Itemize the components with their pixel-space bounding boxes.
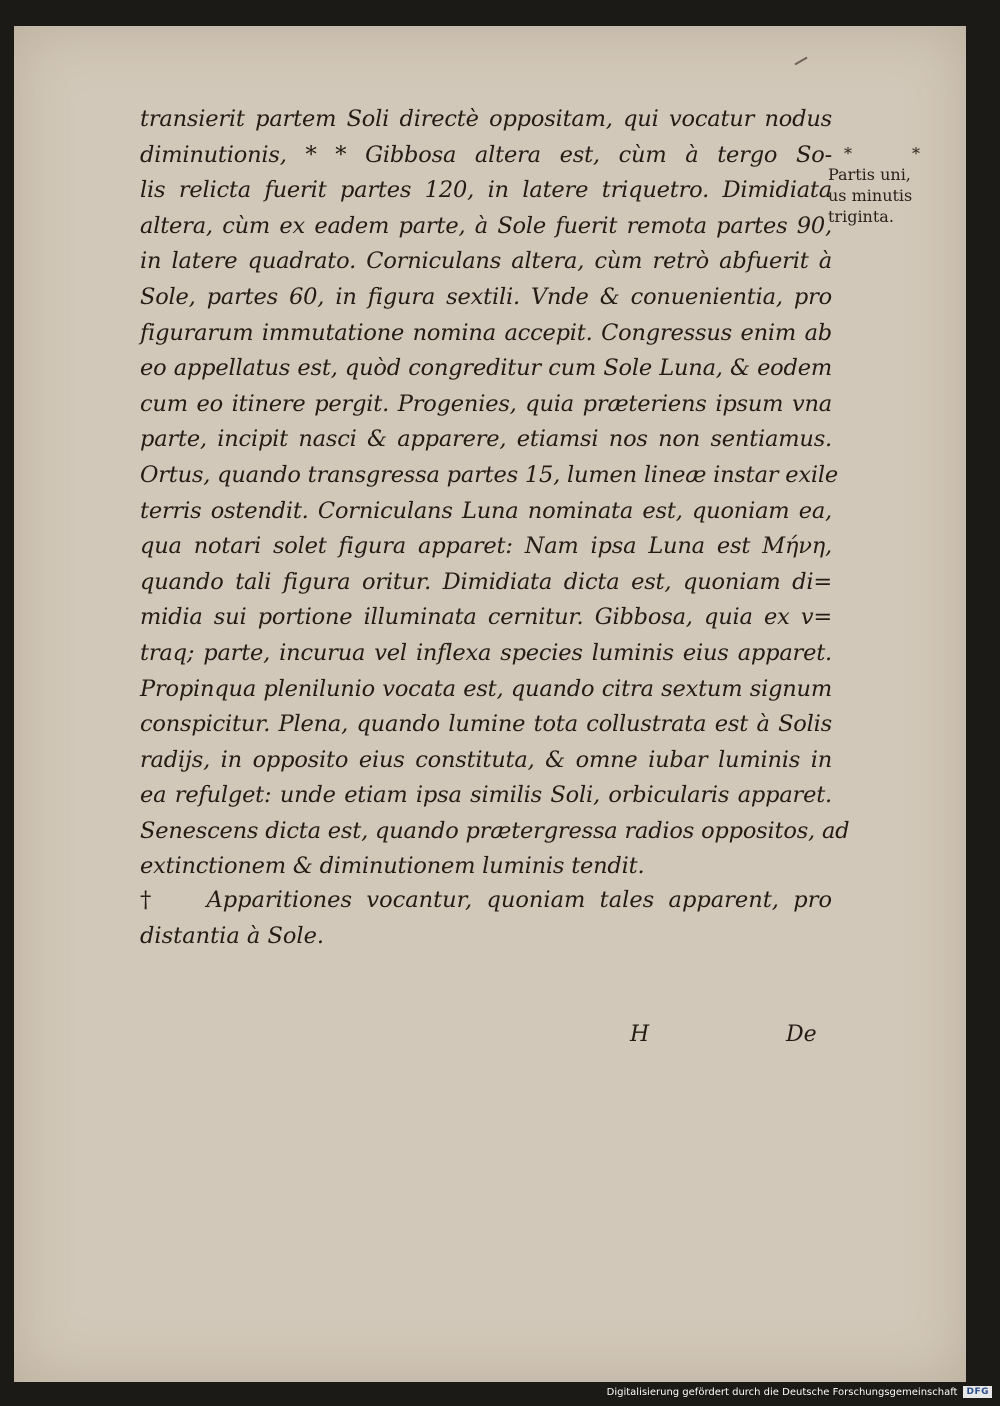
text-line: transierit partem Soli directè oppositam, qui vocatur nodus: [140, 106, 832, 132]
text-line: altera, cùm ex eadem parte, à Sole fuerit remota partes 90,: [140, 212, 832, 239]
main-text-block: [140, 102, 850, 885]
text-line: figurarum immutatione nomina accepit. Congressus enim ab: [140, 319, 832, 346]
text-line: Senescens dicta est, quando prætergressa radios oppositos, ad: [140, 817, 850, 844]
footnote-block: [140, 882, 832, 954]
star-mark: *: [912, 144, 920, 163]
text-line: radijs, in opposito eius constituta, & omne iubar luminis in: [140, 746, 832, 773]
footnote-line: [140, 882, 832, 918]
text-line: midia sui portione illuminata cernitur. Gibbosa, quia ex v=: [140, 604, 832, 631]
margin-note-line: Partis uni,: [828, 165, 911, 184]
text-line: lis relicta fuerit partes 120, in latere triquetro. Dimidiata: [140, 177, 832, 204]
text-line: traq; parte, incurua vel inflexa species luminis eius apparet.: [140, 639, 832, 666]
margin-note-line: us minutis: [828, 186, 913, 205]
text-line: quando tali figura oritur. Dimidiata dicta est, quoniam di=: [140, 568, 832, 595]
footnote-line: distantia à Sole.: [140, 923, 325, 949]
text-line: cum eo itinere pergit. Progenies, quia præteriens ipsum vna: [140, 390, 832, 417]
text-line: Ortus, quando transgressa partes 15, lumen lineæ instar exile: [140, 461, 839, 488]
margin-stars: [828, 143, 920, 164]
text-line: Sole, partes 60, in figura sextili. Vnde & conuenientia, pro: [140, 283, 832, 310]
text-line: extinctionem & diminutionem luminis tendit.: [140, 853, 645, 880]
footer-text: Digitalisierung gefördert durch die Deutsche Forschungsgemeinschaft: [606, 1386, 958, 1398]
text-line: eo appellatus est, quòd congreditur cum Sole Luna, & eodem: [140, 355, 832, 382]
dfg-logo: DFG: [963, 1386, 992, 1398]
text-line: in latere quadrato. Corniculans altera, cùm retrò abfuerit à: [140, 248, 832, 275]
footnote-text: Apparitiones vocantur, quoniam tales apparent, pro: [206, 887, 832, 913]
text-line: parte, incipit nasci & apparere, etiamsi nos non sentiamus.: [140, 426, 832, 453]
text-line: qua notari solet figura apparet: Nam ipsa Luna est Μήνη,: [140, 533, 832, 560]
text-line: terris ostendit. Corniculans Luna nominata est, quoniam ea,: [140, 497, 832, 524]
digitization-footer: [607, 1384, 992, 1400]
catchword: De: [786, 1022, 817, 1047]
margin-note-line: triginta.: [828, 207, 894, 226]
edge-mark: [794, 57, 807, 66]
star-mark: *: [844, 144, 852, 163]
text-line: ea refulget: unde etiam ipsa similis Soli, orbicularis apparet.: [140, 782, 832, 809]
dagger-mark: †: [140, 887, 159, 913]
signature-mark: H: [630, 1022, 650, 1047]
text-line: diminutionis, * * Gibbosa altera est, cùm à tergo So-: [140, 141, 832, 168]
text-line: Propinqua plenilunio vocata est, quando citra sextum signum: [140, 675, 832, 702]
text-line: conspicitur. Plena, quando lumine tota collustrata est à Solis: [140, 711, 832, 738]
margin-note: [828, 143, 938, 227]
